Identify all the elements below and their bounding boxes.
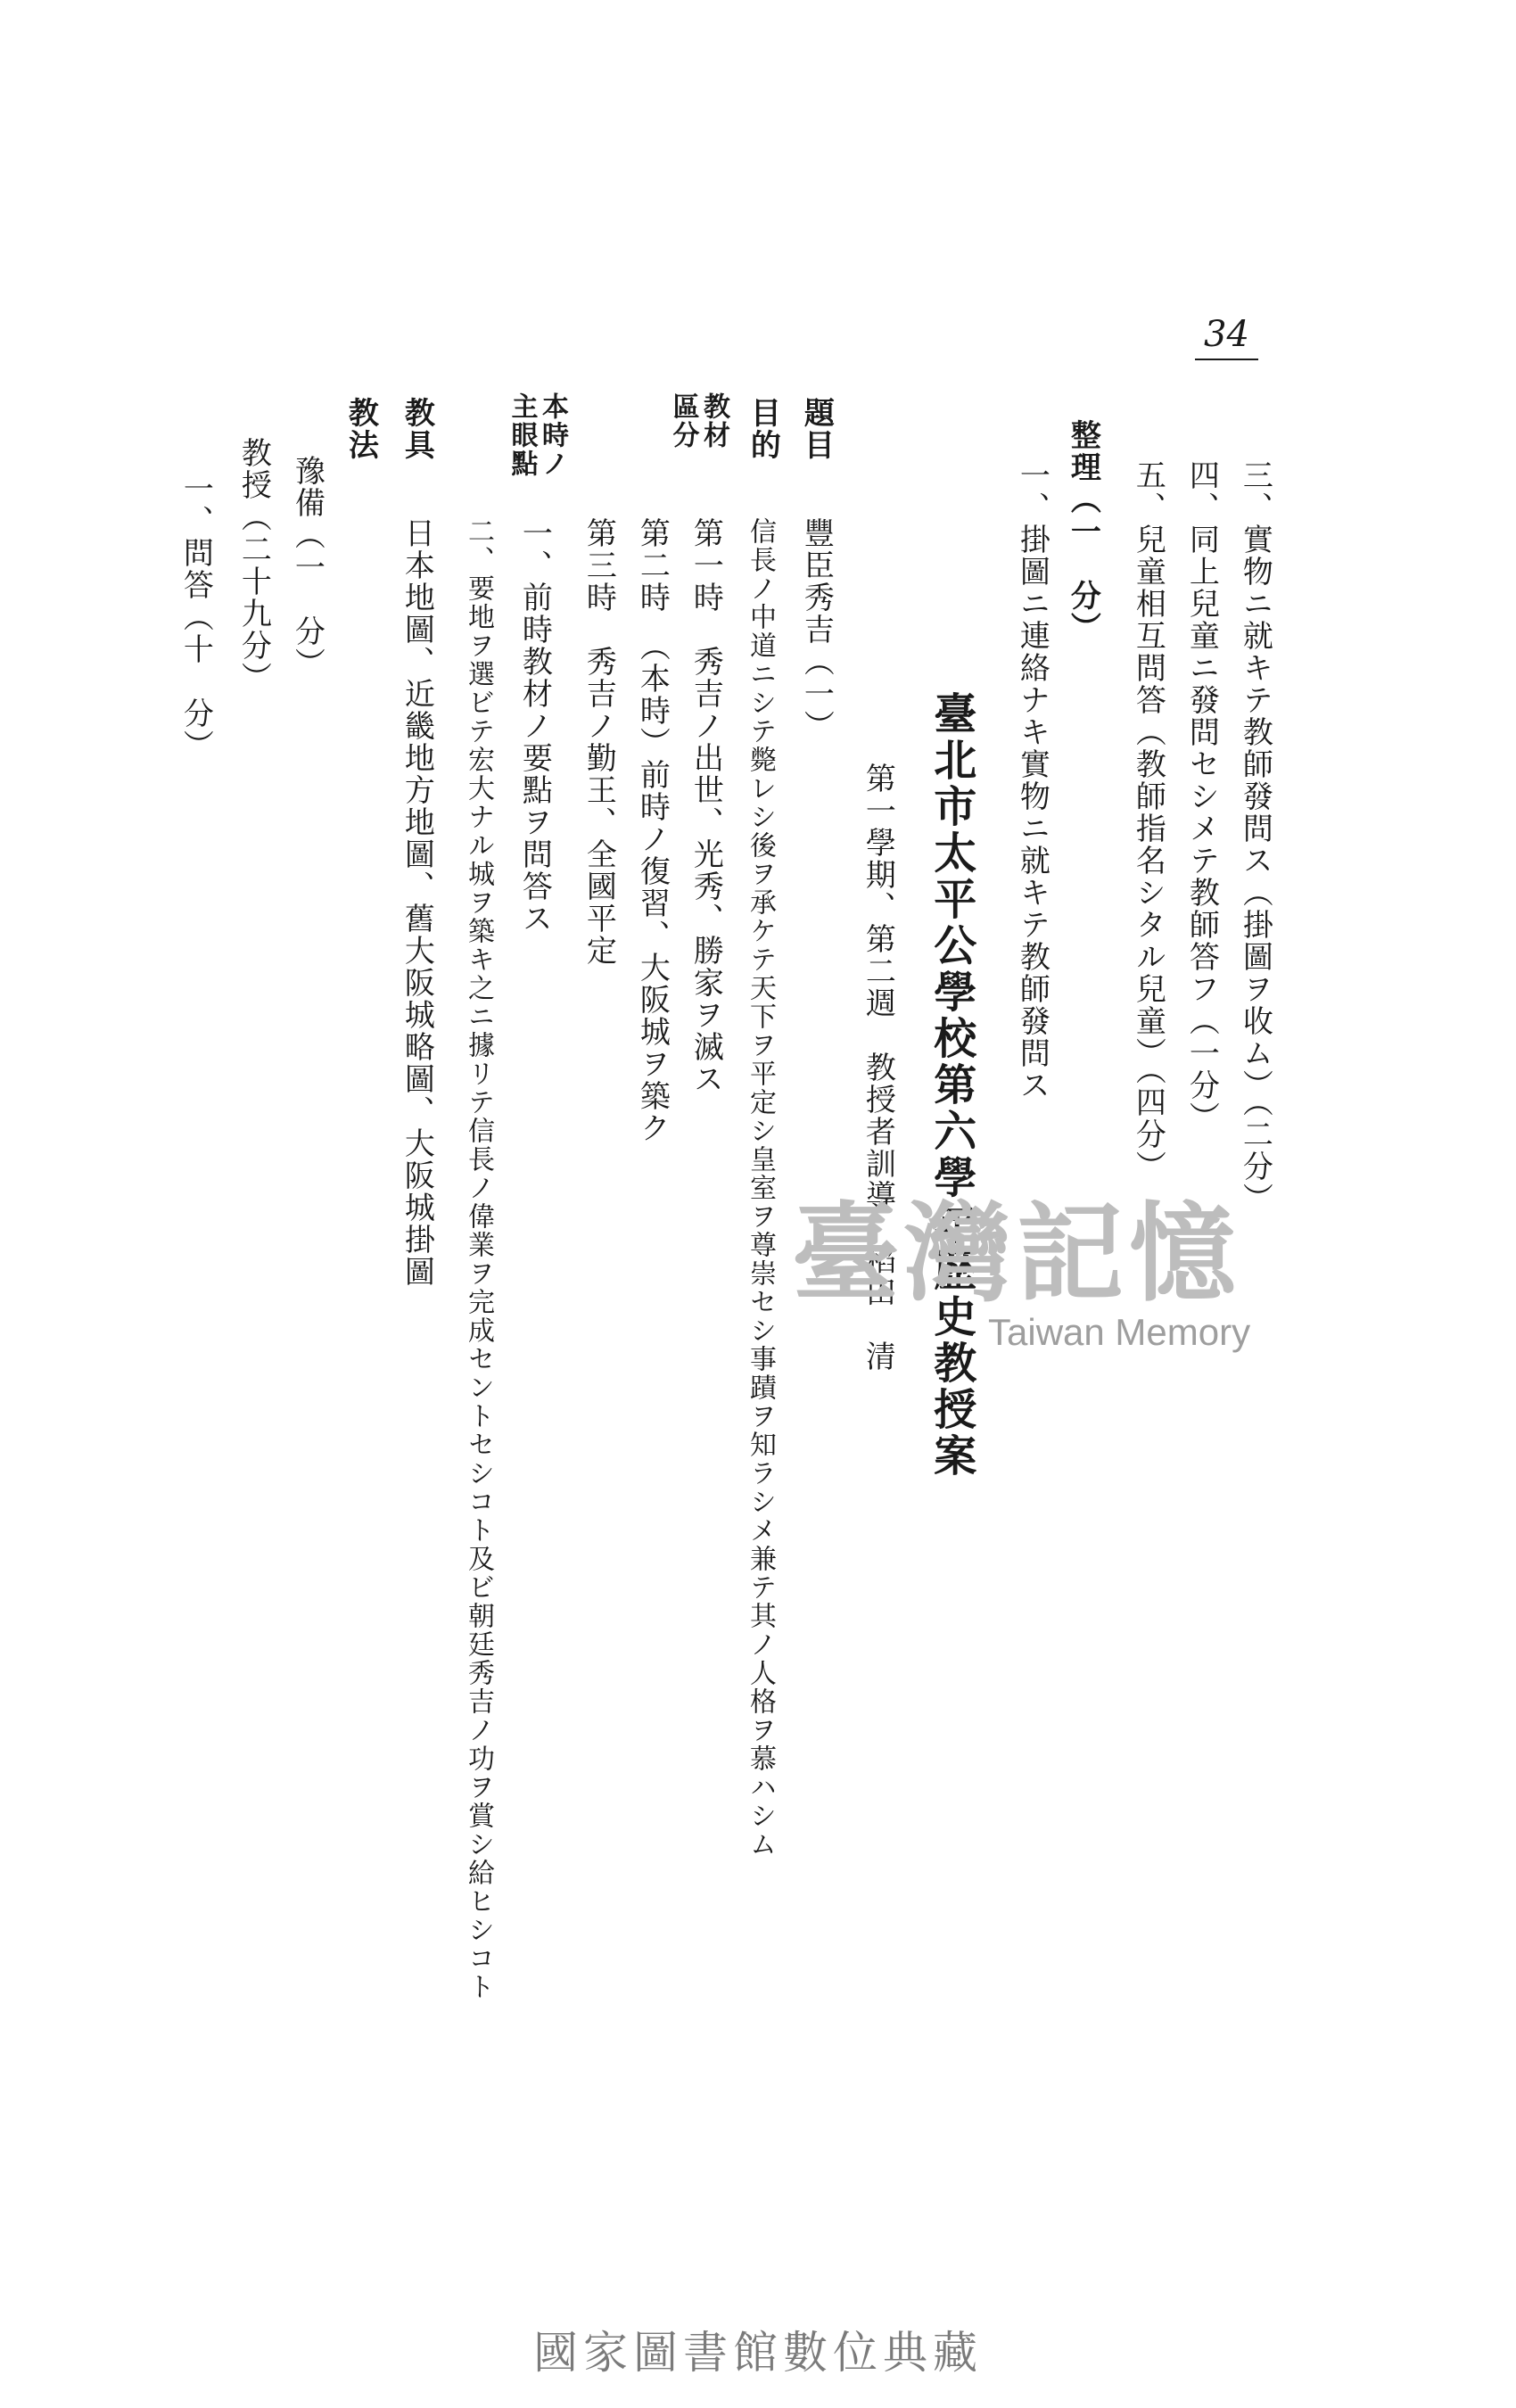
aim-value: 信長ノ中道ニシテ斃レシ後ヲ承ケテ天下ヲ平定シ皇室ヲ尊崇セシ事蹟ヲ知ラシメ兼テ其ノ人格ヲ慕ハシム xyxy=(745,517,776,1859)
footer-archive-label: 國家圖書館數位典藏 xyxy=(533,2327,983,2379)
method-teaching: 教授（二十九分） xyxy=(235,437,272,694)
tools-label: 教具 xyxy=(399,397,435,461)
division-label: 教材區分 xyxy=(667,392,729,449)
period-1: 第一時 秀吉ノ出世、光秀、勝家ヲ滅ス xyxy=(688,517,724,1095)
watermark-logo: 臺灣記憶 xyxy=(792,1191,1241,1316)
aim-label: 目的 xyxy=(745,397,781,461)
step-5: 五、兒童相互問答（教師指名シタル兒童）（四分） xyxy=(1130,459,1166,1183)
period-2: 第二時 （本時）前時ノ復習、大阪城ヲ築ク xyxy=(634,517,671,1144)
main-point-2: 二、要地ヲ選ビテ宏大ナル城ヲ築キ之ニ據リテ信長ノ偉業ヲ完成セントセシコト及ビ朝廷秀吉ノ功ヲ賞シ給ヒシコト xyxy=(463,517,494,2001)
main-point-1: 一、前時教材ノ要點ヲ問答ス xyxy=(516,517,553,935)
topic-label: 題目 xyxy=(798,397,835,461)
method-label: 教法 xyxy=(342,397,379,461)
arrange-heading: 整理（一 分） xyxy=(1065,419,1101,644)
topic-value: 豐臣秀吉（一） xyxy=(798,517,835,742)
document-title: 臺北市太平公學校第六學年歴史教授案 xyxy=(926,691,976,1480)
method-preparation: 豫備（一 分） xyxy=(289,455,325,680)
step-4: 四、同上兒童ニ發問セシメテ教師答フ（一分） xyxy=(1183,459,1220,1134)
period-3: 第三時 秀吉ノ勤王、全國平定 xyxy=(581,517,617,967)
method-qa: 一、問答（十 分） xyxy=(177,473,214,762)
step-3: 三、實物ニ就キテ教師發問ス（掛圖ヲ收ム）（二分） xyxy=(1237,459,1273,1215)
tools-value: 日本地圖、近畿地方地圖、舊大阪城略圖、大阪城掛圖 xyxy=(399,517,435,1288)
watermark-english: Taiwan Memory xyxy=(988,1311,1251,1353)
page-number: 34 xyxy=(1195,314,1258,360)
term-and-teacher: 第一學期、第二週 教授者訓導 稻田 清 xyxy=(860,763,896,1373)
main-point-label: 本時ノ主眼點 xyxy=(506,392,568,478)
arrange-item-1: 一、掛圖ニ連絡ナキ實物ニ就キテ教師發問ス xyxy=(1014,459,1050,1101)
